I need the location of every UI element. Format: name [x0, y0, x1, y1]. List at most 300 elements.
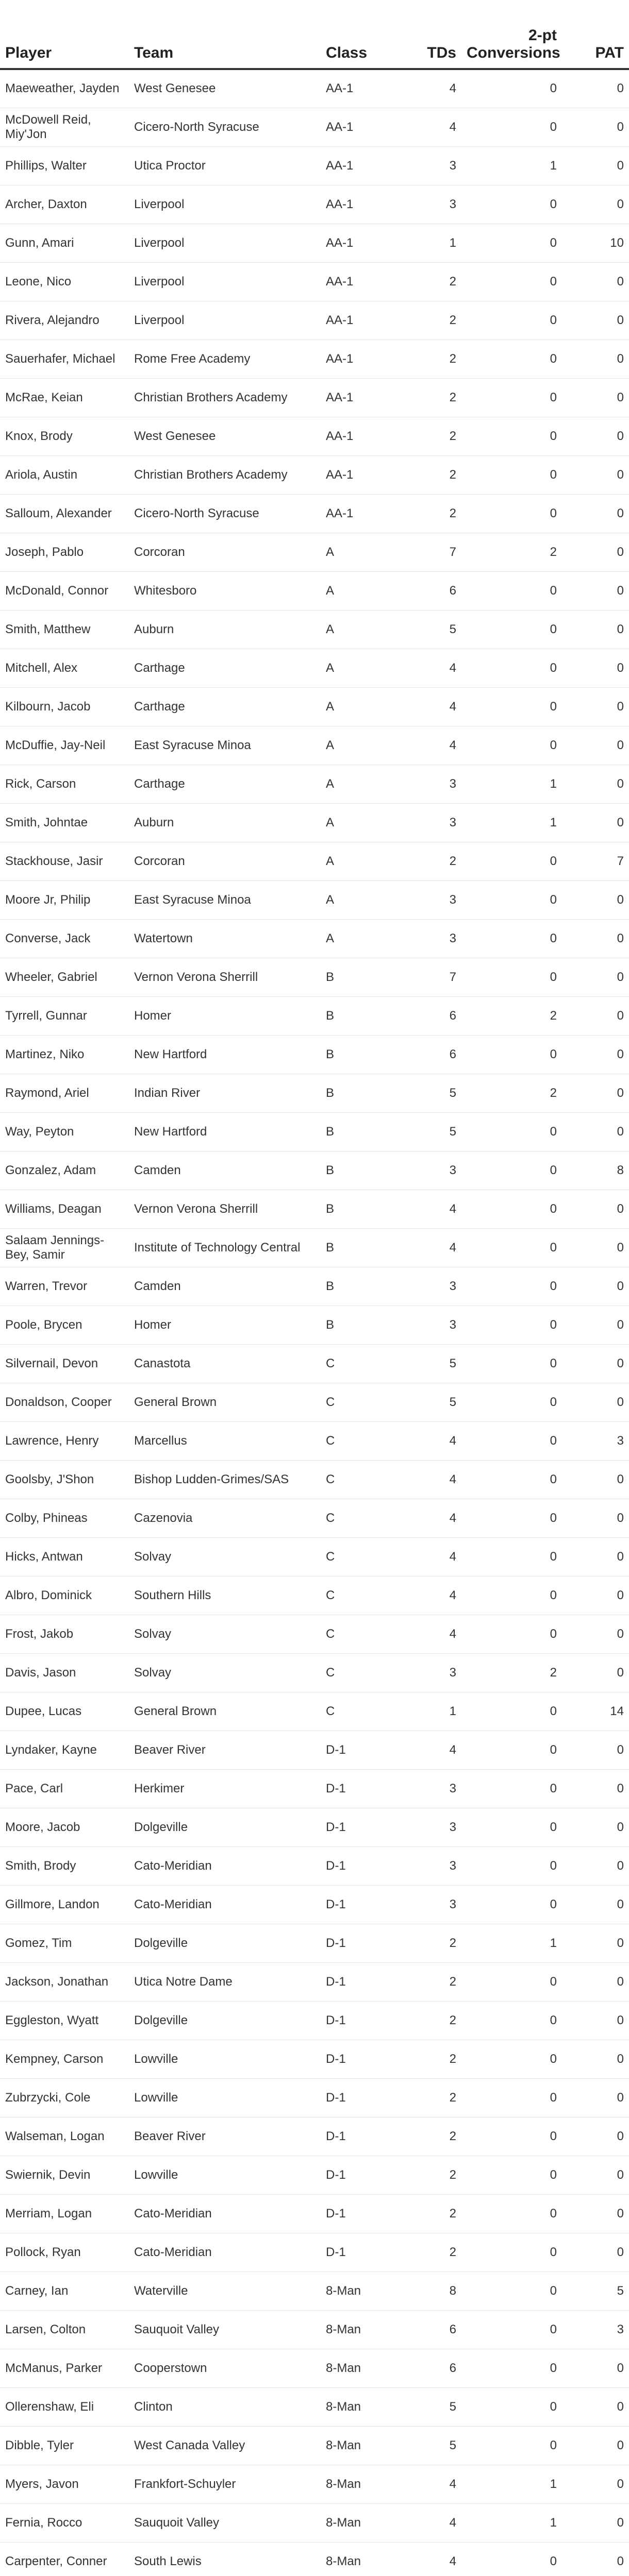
- cell-player: Gonzalez, Adam: [0, 1151, 129, 1190]
- cell-conversions: 0: [461, 1151, 562, 1190]
- cell-player: McDuffie, Jay-Neil: [0, 726, 129, 765]
- cell-class: D-1: [321, 1962, 392, 2001]
- cell-team: Auburn: [129, 610, 321, 649]
- cell-pat: 0: [562, 2194, 629, 2233]
- table-row: [0, 1267, 629, 1306]
- cell-conversions: 0: [461, 571, 562, 610]
- cell-conversions: 1: [461, 2465, 562, 2503]
- cell-pat: 0: [562, 1731, 629, 1769]
- cell-class: B: [321, 1306, 392, 1344]
- cell-pat: 0: [562, 2001, 629, 2040]
- cell-pat: 0: [562, 1576, 629, 1615]
- cell-player: Lyndaker, Kayne: [0, 1731, 129, 1769]
- cell-class: D-1: [321, 1846, 392, 1885]
- cell-conversions: 0: [461, 494, 562, 533]
- table-row: [0, 1228, 629, 1267]
- cell-tds: 4: [392, 1731, 461, 1769]
- table-row: [0, 1499, 629, 1537]
- cell-pat: 0: [562, 1499, 629, 1537]
- cell-pat: 0: [562, 2387, 629, 2426]
- cell-player: Maeweather, Jayden: [0, 69, 129, 108]
- cell-player: Wheeler, Gabriel: [0, 958, 129, 996]
- cell-tds: 6: [392, 996, 461, 1035]
- cell-class: D-1: [321, 2040, 392, 2078]
- cell-tds: 2: [392, 262, 461, 301]
- cell-tds: 4: [392, 1537, 461, 1576]
- cell-conversions: 0: [461, 2156, 562, 2194]
- cell-class: A: [321, 533, 392, 571]
- cell-conversions: 0: [461, 1460, 562, 1499]
- cell-pat: 0: [562, 1537, 629, 1576]
- cell-conversions: 0: [461, 301, 562, 340]
- cell-player: Sauerhafer, Michael: [0, 340, 129, 378]
- cell-tds: 2: [392, 494, 461, 533]
- cell-pat: 0: [562, 2503, 629, 2542]
- cell-player: Kempney, Carson: [0, 2040, 129, 2078]
- cell-conversions: 0: [461, 2542, 562, 2576]
- cell-pat: 0: [562, 1344, 629, 1383]
- cell-tds: 2: [392, 2117, 461, 2156]
- cell-team: Liverpool: [129, 262, 321, 301]
- cell-team: Solvay: [129, 1537, 321, 1576]
- cell-player: Kilbourn, Jacob: [0, 687, 129, 726]
- cell-team: New Hartford: [129, 1035, 321, 1074]
- cell-conversions: 0: [461, 455, 562, 494]
- cell-conversions: 0: [461, 340, 562, 378]
- cell-tds: 4: [392, 687, 461, 726]
- cell-class: B: [321, 1190, 392, 1228]
- table-body: [0, 69, 629, 2576]
- cell-pat: 0: [562, 880, 629, 919]
- cell-tds: 1: [392, 1692, 461, 1731]
- cell-class: A: [321, 919, 392, 958]
- cell-player: Raymond, Ariel: [0, 1074, 129, 1112]
- cell-team: Cicero-North Syracuse: [129, 108, 321, 146]
- cell-pat: 0: [562, 2233, 629, 2272]
- table-row: [0, 2156, 629, 2194]
- cell-team: Sauquoit Valley: [129, 2503, 321, 2542]
- cell-tds: 3: [392, 146, 461, 185]
- table-row: [0, 1615, 629, 1653]
- cell-player: Warren, Trevor: [0, 1267, 129, 1306]
- cell-conversions: 0: [461, 2001, 562, 2040]
- table-row: [0, 1537, 629, 1576]
- cell-player: Moore, Jacob: [0, 1808, 129, 1846]
- cell-team: Whitesboro: [129, 571, 321, 610]
- table-row: [0, 765, 629, 803]
- table-row: [0, 2542, 629, 2576]
- cell-player: Albro, Dominick: [0, 1576, 129, 1615]
- cell-pat: 0: [562, 649, 629, 687]
- cell-tds: 2: [392, 1962, 461, 2001]
- cell-team: Waterville: [129, 2272, 321, 2310]
- cell-class: C: [321, 1499, 392, 1537]
- cell-pat: 3: [562, 1421, 629, 1460]
- cell-tds: 2: [392, 2078, 461, 2117]
- cell-class: D-1: [321, 1769, 392, 1808]
- cell-class: D-1: [321, 2156, 392, 2194]
- table-row: [0, 533, 629, 571]
- table-row: [0, 2194, 629, 2233]
- cell-conversions: 1: [461, 146, 562, 185]
- cell-team: General Brown: [129, 1692, 321, 1731]
- cell-team: South Lewis: [129, 2542, 321, 2576]
- cell-player: Stackhouse, Jasir: [0, 842, 129, 880]
- cell-conversions: 0: [461, 687, 562, 726]
- cell-pat: 0: [562, 2078, 629, 2117]
- cell-pat: 0: [562, 2542, 629, 2576]
- cell-class: AA-1: [321, 185, 392, 224]
- cell-player: Salaam Jennings-Bey, Samir: [0, 1228, 129, 1267]
- cell-team: Camden: [129, 1151, 321, 1190]
- table-row: [0, 1190, 629, 1228]
- cell-conversions: 0: [461, 1576, 562, 1615]
- cell-player: McDowell Reid, Miy'Jon: [0, 108, 129, 146]
- cell-team: Herkimer: [129, 1769, 321, 1808]
- cell-player: McManus, Parker: [0, 2349, 129, 2387]
- cell-conversions: 0: [461, 108, 562, 146]
- cell-player: Mitchell, Alex: [0, 649, 129, 687]
- cell-conversions: 0: [461, 2349, 562, 2387]
- cell-pat: 10: [562, 224, 629, 262]
- cell-conversions: 0: [461, 1846, 562, 1885]
- cell-tds: 4: [392, 1228, 461, 1267]
- cell-team: Homer: [129, 996, 321, 1035]
- cell-conversions: 0: [461, 1421, 562, 1460]
- cell-class: 8-Man: [321, 2387, 392, 2426]
- cell-team: New Hartford: [129, 1112, 321, 1151]
- cell-tds: 3: [392, 1808, 461, 1846]
- cell-conversions: 0: [461, 2078, 562, 2117]
- cell-tds: 6: [392, 571, 461, 610]
- cell-tds: 3: [392, 919, 461, 958]
- cell-player: Leone, Nico: [0, 262, 129, 301]
- table-row: [0, 842, 629, 880]
- cell-conversions: 2: [461, 1653, 562, 1692]
- cell-team: Utica Proctor: [129, 146, 321, 185]
- cell-class: AA-1: [321, 378, 392, 417]
- column-header-team[interactable]: Team: [129, 0, 321, 69]
- cell-class: 8-Man: [321, 2465, 392, 2503]
- cell-pat: 0: [562, 1228, 629, 1267]
- cell-player: Moore Jr, Philip: [0, 880, 129, 919]
- cell-class: B: [321, 958, 392, 996]
- cell-player: Colby, Phineas: [0, 1499, 129, 1537]
- cell-pat: 0: [562, 1112, 629, 1151]
- table-row: [0, 108, 629, 146]
- table-row: [0, 340, 629, 378]
- cell-team: Liverpool: [129, 185, 321, 224]
- cell-tds: 2: [392, 2001, 461, 2040]
- cell-class: A: [321, 687, 392, 726]
- cell-tds: 5: [392, 1344, 461, 1383]
- cell-class: C: [321, 1460, 392, 1499]
- cell-team: Dolgeville: [129, 1808, 321, 1846]
- cell-player: Pollock, Ryan: [0, 2233, 129, 2272]
- table-row: [0, 262, 629, 301]
- cell-team: Carthage: [129, 687, 321, 726]
- cell-tds: 2: [392, 378, 461, 417]
- cell-team: Christian Brothers Academy: [129, 455, 321, 494]
- cell-tds: 5: [392, 610, 461, 649]
- cell-player: Converse, Jack: [0, 919, 129, 958]
- cell-class: AA-1: [321, 108, 392, 146]
- cell-conversions: 1: [461, 803, 562, 842]
- table-row: [0, 494, 629, 533]
- cell-conversions: 0: [461, 2426, 562, 2465]
- cell-class: A: [321, 571, 392, 610]
- cell-class: AA-1: [321, 301, 392, 340]
- cell-class: D-1: [321, 2117, 392, 2156]
- cell-tds: 4: [392, 1499, 461, 1537]
- cell-pat: 0: [562, 1035, 629, 1074]
- cell-class: 8-Man: [321, 2503, 392, 2542]
- cell-pat: 0: [562, 533, 629, 571]
- cell-conversions: 0: [461, 69, 562, 108]
- cell-team: Lowville: [129, 2040, 321, 2078]
- column-header-class[interactable]: Class: [321, 0, 392, 69]
- cell-conversions: 0: [461, 2272, 562, 2310]
- cell-pat: 0: [562, 1962, 629, 2001]
- cell-tds: 5: [392, 1112, 461, 1151]
- cell-tds: 4: [392, 649, 461, 687]
- cell-pat: 0: [562, 1460, 629, 1499]
- cell-tds: 3: [392, 1846, 461, 1885]
- cell-class: 8-Man: [321, 2272, 392, 2310]
- table-row: [0, 2503, 629, 2542]
- cell-player: Carney, Ian: [0, 2272, 129, 2310]
- cell-tds: 3: [392, 803, 461, 842]
- table-row: [0, 1151, 629, 1190]
- cell-team: Christian Brothers Academy: [129, 378, 321, 417]
- cell-team: Vernon Verona Sherrill: [129, 958, 321, 996]
- column-header-tds[interactable]: TDs: [392, 0, 461, 69]
- cell-player: Silvernail, Devon: [0, 1344, 129, 1383]
- cell-class: A: [321, 610, 392, 649]
- table-row: [0, 571, 629, 610]
- table-row: [0, 1846, 629, 1885]
- cell-player: Gunn, Amari: [0, 224, 129, 262]
- cell-tds: 2: [392, 2040, 461, 2078]
- cell-pat: 0: [562, 1306, 629, 1344]
- cell-conversions: 0: [461, 378, 562, 417]
- column-header-pat[interactable]: PAT: [562, 0, 629, 69]
- cell-team: Liverpool: [129, 224, 321, 262]
- cell-team: Rome Free Academy: [129, 340, 321, 378]
- cell-team: West Canada Valley: [129, 2426, 321, 2465]
- cell-pat: 0: [562, 2156, 629, 2194]
- cell-class: C: [321, 1653, 392, 1692]
- table-row: [0, 1074, 629, 1112]
- cell-pat: 0: [562, 1383, 629, 1421]
- table-row: [0, 958, 629, 996]
- cell-conversions: 2: [461, 996, 562, 1035]
- cell-player: Myers, Javon: [0, 2465, 129, 2503]
- cell-pat: 0: [562, 417, 629, 455]
- cell-tds: 4: [392, 2503, 461, 2542]
- cell-conversions: 0: [461, 1267, 562, 1306]
- cell-team: Dolgeville: [129, 2001, 321, 2040]
- cell-pat: 0: [562, 1074, 629, 1112]
- table-row: [0, 2349, 629, 2387]
- cell-team: Corcoran: [129, 533, 321, 571]
- cell-class: D-1: [321, 2078, 392, 2117]
- cell-pat: 0: [562, 378, 629, 417]
- cell-team: Carthage: [129, 765, 321, 803]
- cell-team: Institute of Technology Central: [129, 1228, 321, 1267]
- cell-class: A: [321, 726, 392, 765]
- cell-conversions: 0: [461, 919, 562, 958]
- cell-tds: 3: [392, 1267, 461, 1306]
- cell-tds: 2: [392, 2194, 461, 2233]
- cell-team: Dolgeville: [129, 1924, 321, 1962]
- cell-conversions: 0: [461, 1769, 562, 1808]
- cell-player: Rivera, Alejandro: [0, 301, 129, 340]
- table-row: [0, 1731, 629, 1769]
- cell-class: C: [321, 1692, 392, 1731]
- cell-player: Jackson, Jonathan: [0, 1962, 129, 2001]
- table-row: [0, 301, 629, 340]
- cell-class: D-1: [321, 1924, 392, 1962]
- cell-conversions: 0: [461, 1306, 562, 1344]
- table-row: [0, 2040, 629, 2078]
- cell-player: Williams, Deagan: [0, 1190, 129, 1228]
- cell-conversions: 1: [461, 765, 562, 803]
- cell-player: McRae, Keian: [0, 378, 129, 417]
- cell-conversions: 1: [461, 1924, 562, 1962]
- table-row: [0, 1460, 629, 1499]
- cell-tds: 2: [392, 340, 461, 378]
- cell-class: C: [321, 1421, 392, 1460]
- cell-player: Salloum, Alexander: [0, 494, 129, 533]
- cell-pat: 0: [562, 803, 629, 842]
- cell-pat: 0: [562, 146, 629, 185]
- cell-player: Poole, Brycen: [0, 1306, 129, 1344]
- cell-class: B: [321, 1112, 392, 1151]
- cell-conversions: 0: [461, 417, 562, 455]
- cell-conversions: 0: [461, 1692, 562, 1731]
- cell-player: Merriam, Logan: [0, 2194, 129, 2233]
- cell-tds: 4: [392, 69, 461, 108]
- cell-tds: 4: [392, 1460, 461, 1499]
- cell-player: Pace, Carl: [0, 1769, 129, 1808]
- cell-conversions: 0: [461, 842, 562, 880]
- table-row: [0, 455, 629, 494]
- cell-player: Archer, Daxton: [0, 185, 129, 224]
- table-row: [0, 2465, 629, 2503]
- table-row: [0, 1035, 629, 1074]
- cell-team: East Syracuse Minoa: [129, 726, 321, 765]
- cell-player: Martinez, Niko: [0, 1035, 129, 1074]
- table-row: [0, 2387, 629, 2426]
- table-row: [0, 224, 629, 262]
- cell-team: Indian River: [129, 1074, 321, 1112]
- cell-tds: 1: [392, 224, 461, 262]
- cell-class: A: [321, 842, 392, 880]
- cell-conversions: 0: [461, 880, 562, 919]
- cell-pat: 0: [562, 1190, 629, 1228]
- cell-team: West Genesee: [129, 417, 321, 455]
- column-header-conversions[interactable]: 2-pt Conversions: [461, 0, 562, 69]
- cell-pat: 0: [562, 2465, 629, 2503]
- cell-player: Davis, Jason: [0, 1653, 129, 1692]
- cell-conversions: 0: [461, 1190, 562, 1228]
- table-row: [0, 2426, 629, 2465]
- cell-team: Solvay: [129, 1653, 321, 1692]
- cell-class: B: [321, 1074, 392, 1112]
- table-row: [0, 1962, 629, 2001]
- cell-tds: 3: [392, 765, 461, 803]
- cell-tds: 4: [392, 1576, 461, 1615]
- header-row: [0, 0, 629, 69]
- cell-team: Cicero-North Syracuse: [129, 494, 321, 533]
- column-header-player[interactable]: Player: [0, 0, 129, 69]
- cell-conversions: 2: [461, 1074, 562, 1112]
- cell-class: C: [321, 1537, 392, 1576]
- cell-pat: 0: [562, 340, 629, 378]
- cell-player: Dibble, Tyler: [0, 2426, 129, 2465]
- cell-conversions: 0: [461, 185, 562, 224]
- cell-tds: 2: [392, 842, 461, 880]
- cell-player: Gillmore, Landon: [0, 1885, 129, 1924]
- cell-class: AA-1: [321, 455, 392, 494]
- cell-team: Corcoran: [129, 842, 321, 880]
- cell-tds: 3: [392, 1306, 461, 1344]
- cell-conversions: 0: [461, 1962, 562, 2001]
- cell-class: B: [321, 996, 392, 1035]
- cell-class: D-1: [321, 1808, 392, 1846]
- cell-pat: 0: [562, 958, 629, 996]
- cell-conversions: 2: [461, 533, 562, 571]
- cell-team: Canastota: [129, 1344, 321, 1383]
- cell-class: C: [321, 1383, 392, 1421]
- cell-tds: 4: [392, 1190, 461, 1228]
- cell-pat: 3: [562, 2310, 629, 2349]
- cell-tds: 4: [392, 108, 461, 146]
- table-row: [0, 185, 629, 224]
- cell-pat: 0: [562, 1267, 629, 1306]
- cell-tds: 3: [392, 1151, 461, 1190]
- cell-player: Gomez, Tim: [0, 1924, 129, 1962]
- cell-team: Utica Notre Dame: [129, 1962, 321, 2001]
- table-row: [0, 919, 629, 958]
- cell-player: Donaldson, Cooper: [0, 1383, 129, 1421]
- cell-team: Bishop Ludden-Grimes/SAS: [129, 1460, 321, 1499]
- cell-conversions: 0: [461, 1615, 562, 1653]
- cell-tds: 2: [392, 1924, 461, 1962]
- cell-team: East Syracuse Minoa: [129, 880, 321, 919]
- cell-team: Marcellus: [129, 1421, 321, 1460]
- cell-player: Hicks, Antwan: [0, 1537, 129, 1576]
- cell-conversions: 0: [461, 2310, 562, 2349]
- cell-class: C: [321, 1344, 392, 1383]
- cell-conversions: 0: [461, 262, 562, 301]
- cell-player: Fernia, Rocco: [0, 2503, 129, 2542]
- table-row: [0, 1808, 629, 1846]
- cell-tds: 2: [392, 417, 461, 455]
- cell-class: AA-1: [321, 417, 392, 455]
- cell-player: Frost, Jakob: [0, 1615, 129, 1653]
- cell-tds: 3: [392, 185, 461, 224]
- cell-pat: 0: [562, 301, 629, 340]
- table-row: [0, 2310, 629, 2349]
- cell-pat: 0: [562, 455, 629, 494]
- cell-player: Smith, Matthew: [0, 610, 129, 649]
- table-row: [0, 1576, 629, 1615]
- cell-player: Lawrence, Henry: [0, 1421, 129, 1460]
- table-row: [0, 880, 629, 919]
- table-row: [0, 1306, 629, 1344]
